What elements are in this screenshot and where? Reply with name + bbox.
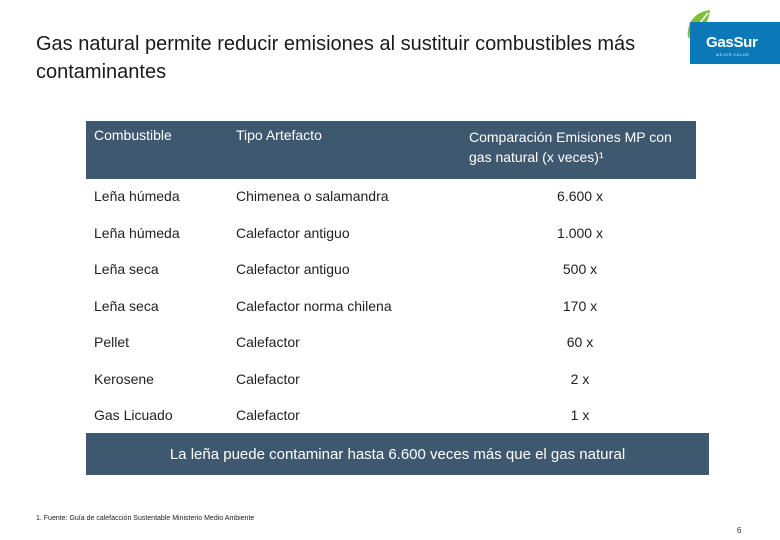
cell-comparacion: 60 x [566, 334, 594, 350]
cell-comparacion: 1.000 x [557, 225, 603, 241]
cell-combustible: Leña húmeda [94, 188, 180, 204]
cell-combustible: Pellet [94, 334, 130, 350]
cell-tipo-artefacto: Calefactor [236, 334, 300, 350]
logo-text: GasSur [706, 34, 758, 51]
cell-combustible: Leña húmeda [94, 225, 180, 241]
header-combustible: Combustible [94, 127, 172, 143]
logo-subtitle: MEJOR CALOR [716, 52, 750, 57]
cell-tipo-artefacto: Calefactor [236, 371, 300, 387]
cell-combustible: Kerosene [94, 371, 154, 387]
table-row [86, 216, 696, 252]
conclusion-banner: La leña puede contaminar hasta 6.600 veces más que el gas natural [86, 433, 709, 475]
header-comparacion: Comparación Emisiones MP con gas natural (x veces)¹ [469, 129, 672, 165]
cell-comparacion: 1 x [570, 407, 590, 423]
table-row [86, 179, 696, 215]
cell-comparacion: 500 x [562, 261, 598, 277]
cell-comparacion: 2 x [570, 371, 590, 387]
cell-tipo-artefacto: Calefactor [236, 407, 300, 423]
slide-title: Gas natural permite reducir emisiones al sustituir combustibles más contaminantes [36, 33, 636, 83]
cell-tipo-artefacto: Calefactor antiguo [236, 225, 350, 241]
table-row [86, 362, 696, 398]
cell-comparacion: 6.600 x [557, 188, 603, 204]
cell-comparacion: 170 x [562, 298, 598, 314]
header-tipo-artefacto: Tipo Artefacto [236, 127, 322, 143]
cell-combustible: Leña seca [94, 298, 159, 314]
cell-combustible: Gas Licuado [94, 407, 173, 423]
table-row [86, 398, 696, 434]
table-row [86, 252, 696, 288]
cell-combustible: Leña seca [94, 261, 159, 277]
cell-tipo-artefacto: Calefactor antiguo [236, 261, 350, 277]
table-row [86, 289, 696, 325]
footnote: 1. Fuente: Guía de calefacción Sustentable Ministerio Medio Ambiente [36, 515, 255, 522]
table-row [86, 325, 696, 361]
cell-tipo-artefacto: Calefactor norma chilena [236, 298, 392, 314]
table-header [86, 121, 696, 179]
cell-tipo-artefacto: Chimenea o salamandra [236, 188, 389, 204]
page-number: 6 [737, 526, 742, 535]
